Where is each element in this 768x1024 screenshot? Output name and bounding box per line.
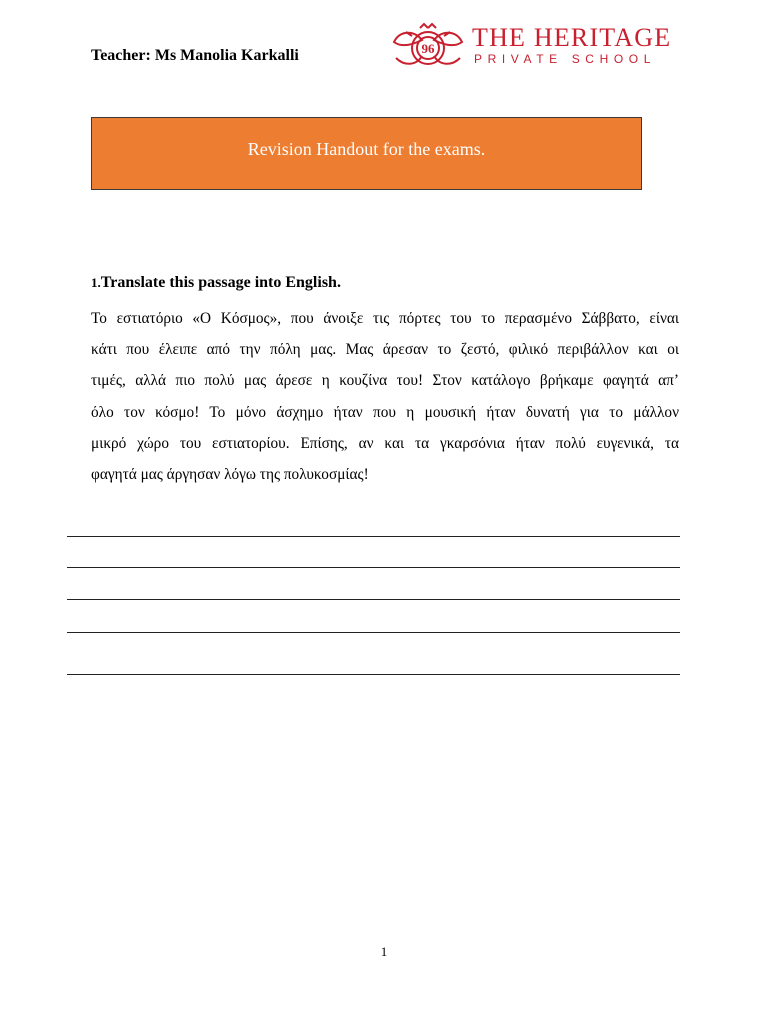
logo-title: THE HERITAGE bbox=[472, 23, 672, 52]
rose-crest-icon bbox=[388, 22, 468, 74]
page-number: 1 bbox=[380, 944, 388, 959]
logo-subtitle: PRIVATE SCHOOL bbox=[474, 52, 656, 66]
title-banner bbox=[91, 117, 642, 190]
exercise-number: 1. bbox=[91, 275, 101, 290]
answer-line[interactable] bbox=[67, 567, 680, 568]
banner-title: Revision Handout for the exams. bbox=[247, 139, 486, 159]
passage-line: κάτι που έλειπε από την πόλη μας. Μας άρεσαν το ζεστό, φιλικό περιβάλλον και οι bbox=[91, 341, 679, 359]
teacher-name: Teacher: Ms Manolia Karkalli bbox=[91, 47, 299, 64]
greek-passage bbox=[91, 303, 679, 490]
passage-line: μικρό χώρο του εστιατορίου. Επίσης, αν και τα γκαρσόνια ήταν πολύ ευγενικά, τα bbox=[91, 434, 679, 452]
answer-line[interactable] bbox=[67, 674, 680, 675]
answer-line[interactable] bbox=[67, 599, 680, 600]
exercise-instruction: Translate this passage into English. bbox=[100, 274, 341, 291]
passage-line: φαγητά μας άργησαν λόγω της πολυκοσμίας! bbox=[91, 466, 369, 484]
passage-line: τιμές, αλλά πιο πολύ μας άρεσε η κουζίνα του! Στον κατάλογο βρήκαμε φαγητά απ’ bbox=[91, 372, 679, 390]
passage-line: Το εστιατόριο «Ο Κόσμος», που άνοιξε τις πόρτες του το περασμένο Σάββατο, είναι bbox=[91, 310, 679, 327]
svg-text:96: 96 bbox=[421, 41, 435, 56]
exercise-heading bbox=[91, 274, 341, 292]
passage-line: όλο τον κόσμο! Το μόνο άσχημο ήταν που η μουσική ήταν δυνατή για το μάλλον bbox=[91, 403, 679, 421]
answer-line[interactable] bbox=[67, 536, 680, 537]
answer-line[interactable] bbox=[67, 632, 680, 633]
school-logo bbox=[388, 22, 733, 74]
